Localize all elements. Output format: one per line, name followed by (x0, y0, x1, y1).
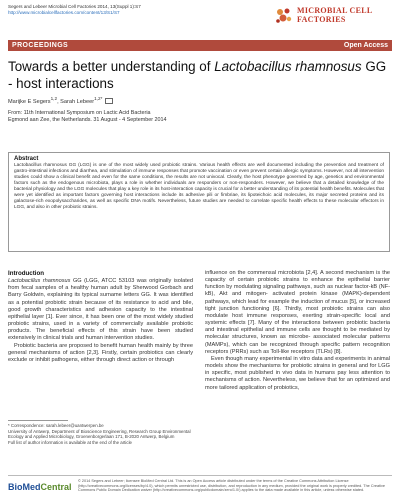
paragraph: influence on the commensal microbiota [2,4]. A second mechanism is the capacity of certain probiotic strains to enhance the epithelial barrier function by modulating signaling pathways, such as nuclear factor-kB (NF-kB), Akt and mitogen- activated protein kinase (MAPK)-dependent pathways, which lead for example the induction of mucus [5], or increased tight junction functioning [6]. Thirdly, most probiotic strains can also modulate host immune responses, exerting strain-specific local and systemic effects [7]. Many of the interactions between probiotic bacteria and intestinal epithelial and immune cells are thought to be mediated by molecular structures, known as microbe- associated molecular patterns (MAMPs), which can be recognized through specific pattern recognition receptors (PRRs) such as Toll-like receptors (TLRs) [8]. (205, 270, 390, 355)
footnotes (8, 423, 193, 445)
conference-info (8, 110, 392, 124)
affiliation-marker: 1,2 (50, 96, 58, 101)
introduction-heading: Introduction (8, 270, 45, 277)
body-column-right (205, 270, 390, 392)
abstract-heading: Abstract (14, 156, 39, 162)
journal-logo[interactable] (274, 4, 392, 28)
conference-name: From: 11th International Symposium on Lactic Acid Bacteria (8, 110, 151, 116)
page-footer (8, 475, 392, 498)
open-access-label: Open Access (343, 42, 388, 49)
journal-name-line2: FACTORIES (297, 15, 346, 24)
affiliation-note: University of Antwerp, Department of Bioscience Engineering, Research Group Environmental Ecology and Applied Microbiology, Groenenborgerlaan 171, B-2020 Antwerp, Belgium (8, 428, 191, 440)
section-label: PROCEEDINGS (12, 42, 69, 49)
species-name: Lactobacillus rhamnosus (8, 278, 71, 285)
author-list (8, 96, 113, 105)
page-header (8, 4, 392, 32)
abstract-text: Lactobacillus rhamnosus GG (LGG) is one of the most widely used probiotic strains. Various health effects are well documented including the prevention and treatment of gastro-intestinal infections and diarrhea, and stimulation of immune responses that promote vaccination or even prevent certain allergic symptoms. However, not all intervention studies could show a clinical benefit and even for the same conditions, the results are not univocal. Clearly, the host phenotype governed by age, genetics and environmental factors such as the endogenous microbiota, plays a role in whether individuals are responders or non-responders. However, we believe that a detailed knowledge of the bacterial physiology and the LGG molecules that play a key role in its host-interaction capacity is crucial for a better understanding of its potential health benefits. Molecules that were yet identified as important factors governing host interactions include its adhesive pili or fimbriae, its lipoteichoic acid molecules, its major secreted proteins and its galactose-rich exopolysaccharides, as well as specific DNA motifs. Nevertheless, future studies are needed to correlate specific health effects to these molecular effectors in LGG, and also in other probiotic strains. (14, 163, 384, 211)
citation-line: Segers and Lebeer Microbial Cell Factories 2014, 13(Suppl 1):S7 (8, 4, 141, 9)
title-species: Lactobacillus rhamnosus (214, 59, 362, 74)
article-url-link[interactable]: http://www.microbialcellfactories.com/content/13/S1/S7 (8, 10, 120, 15)
license-text: © 2014 Segers and Lebeer; licensee BioMed Central Ltd. This is an Open Access article distributed under the terms of the Creative Commons Attribution License (http://creativecommons.org/licenses/by/4.0), which permits unrestricted use, distribution, and reproduction in any medium, provided the original work is properly credited. The Creative Commons Public Domain Dedication waiver (http://creativecommons.org/publicdomain/zero/1.0/) applies to the data made available in this article, unless otherwise stated. (78, 479, 385, 493)
publisher-logo[interactable] (8, 482, 72, 492)
paragraph (8, 278, 193, 342)
journal-name (297, 6, 373, 24)
author-name: Marijke E Segers (8, 98, 51, 105)
paragraph: Probiotic bacteria are proposed to benefit human health mainly by three general mechanisms of action [2,3]. Firstly, certain probiotics can clearly exclude or inhibit pathogens, either through direct action or through (8, 342, 193, 363)
publisher-name-central: Central (40, 482, 72, 492)
paragraph: Even though many experimental in vitro data and experiments in animal models show the mechanisms for probiotic strains in general and for LGG in specific, most published in vivo data in humans pay less attention to mechanisms of action. Nevertheless, we believe that for an optimized and more tailored application of probiotics, (205, 355, 390, 391)
cells-logo-icon (274, 6, 294, 26)
title-part: Towards a better understanding of (8, 59, 215, 74)
section-banner (8, 40, 392, 51)
title-part: GG - host interactions (8, 59, 387, 91)
abstract-box (8, 152, 390, 252)
paragraph-text: GG (LGG, ATCC 53103 was originally isolated from fecal samples of a healthy human adult by Sherwood Gorbach and Barry Goldwin, explaining its typical surname letters GG. It was identified as a potential probiotic strain because of its resistance to acid and bile, good growth characteristics and adhesion capacity to the intestinal epithelial layer [1]. Ever since, it has been one of the most widely studied probiotic strains, used in a variety of commercially available probiotic products. The beneficial effects of this strain have been studied extensively in clinical trials and human intervention studies. (8, 278, 193, 342)
footnote-divider (8, 420, 68, 421)
correspondence-email[interactable]: * Correspondence: sarah.lebeer@uantwerpen.be (8, 423, 104, 428)
author-name: , Sarah Lebeer (57, 98, 95, 105)
conference-place: Egmond aan Zee, the Netherlands. 31 August - 4 September 2014 (8, 117, 167, 124)
author-info-note: Full list of author information is available at the end of the article (8, 439, 132, 445)
body-column-left (8, 270, 193, 364)
article-title (8, 58, 392, 92)
publisher-name-bio: BioMed (8, 482, 41, 492)
email-icon[interactable] (105, 98, 113, 104)
affiliation-marker: 1,2* (94, 96, 103, 101)
journal-name-line1: MICROBIAL CELL (297, 6, 373, 15)
